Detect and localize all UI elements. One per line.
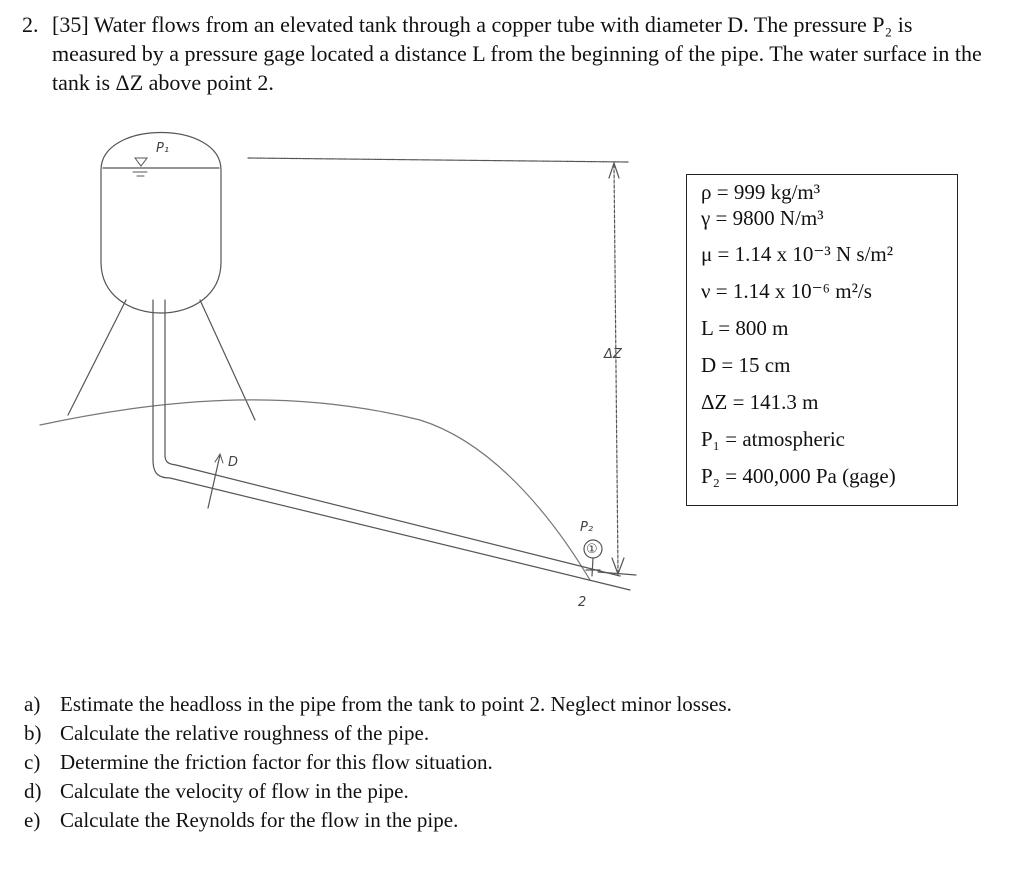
- pipe-bottom-edge: [153, 460, 630, 590]
- gage-symbol: ①: [586, 542, 598, 557]
- surface-reference-line: [248, 158, 628, 162]
- param-gamma: γ = 9800 N/m³: [701, 206, 824, 230]
- ground-profile: [40, 400, 590, 580]
- question-a: a) Estimate the headloss in the pipe from the tank to point 2. Neglect minor losses.: [24, 692, 732, 716]
- param-D: D = 15 cm: [701, 353, 791, 377]
- tank-outline: [101, 133, 221, 314]
- tank-leg-right: [200, 300, 255, 420]
- pipe-top-edge: [165, 455, 620, 576]
- param-p2: P₂ = 400,000 Pa (gage): [701, 464, 896, 488]
- d-sketch-label: D: [228, 455, 239, 470]
- question-e: e) Calculate the Reynolds for the flow in the pipe.: [24, 808, 459, 832]
- problem-number: 2.: [22, 12, 39, 37]
- p1-label: P₁: [156, 141, 170, 156]
- param-nu: ν = 1.14 x 10⁻⁶ m²/s: [701, 279, 872, 303]
- point-2-label: 2: [578, 595, 587, 610]
- tank-leg-left: [68, 300, 126, 415]
- question-b: b) Calculate the relative roughness of the pipe.: [24, 721, 430, 745]
- p2-label: P₂: [580, 520, 594, 535]
- question-c: c) Determine the friction factor for this flow situation.: [24, 750, 493, 774]
- param-rho: ρ = 999 kg/m³: [701, 180, 821, 204]
- problem-text: [35] Water flows from an elevated tank through a copper tube with diameter D. The pressure P₂ is measured by a pressure gage located a distance L from the beginning of the pipe. The water surface in the tank is ΔZ above point 2.: [52, 12, 982, 95]
- param-p1: P₁ = atmospheric: [701, 427, 845, 451]
- param-L: L = 800 m: [701, 316, 789, 340]
- param-dz: ΔZ = 141.3 m: [701, 390, 819, 414]
- dz-dimension-line: [614, 165, 618, 572]
- question-list: [24, 690, 732, 835]
- parameter-box: [686, 174, 958, 506]
- question-d: d) Calculate the velocity of flow in the pipe.: [24, 779, 409, 803]
- param-mu: μ = 1.14 x 10⁻³ N s/m²: [701, 242, 894, 266]
- dz-sketch-label: ΔZ: [604, 347, 622, 362]
